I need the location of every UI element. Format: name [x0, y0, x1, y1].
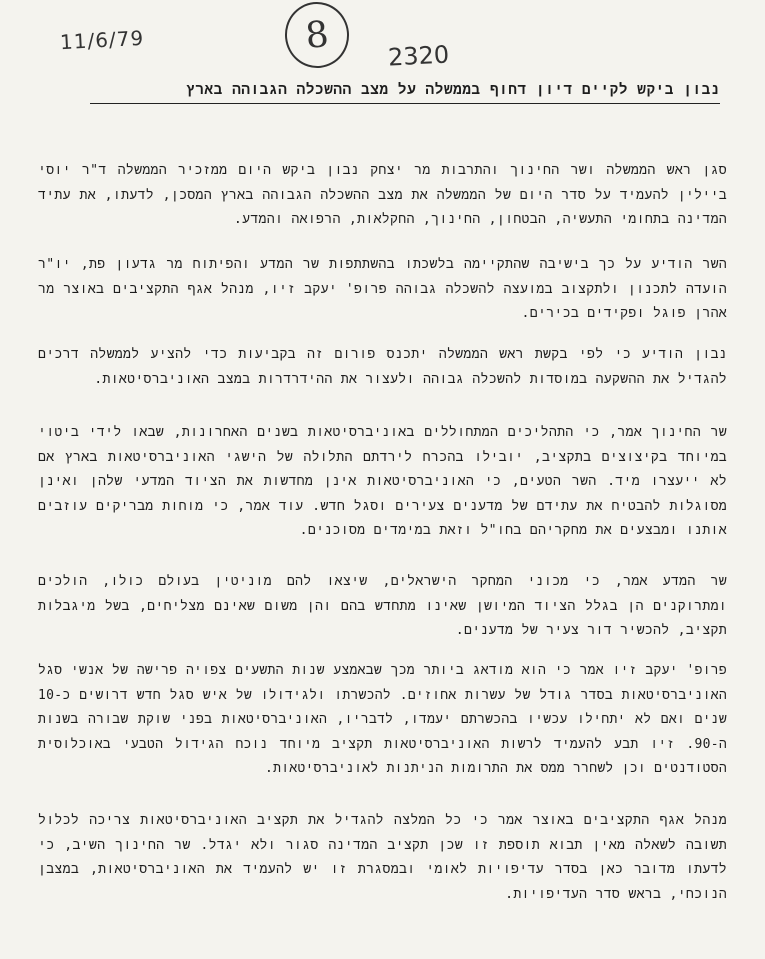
paragraph-meeting: השר הודיע על כך בישיבה שהתקיימה בלשכתו בהשתתפות שר המדע והפיתוח מר גדעון פת, יו"ר הועדה לתכנון ולתקצוב במועצה להשכלה גבוהה פרופ' יעקב זיו, מנהל אגף התקציבים באוצר מר אהרן פוגל ופקידים בכירים.	[38, 257, 727, 322]
paragraph-science-minister: שר המדע אמר, כי מכוני המחקר הישראלים, שיצאו להם מוניטין בעולם כולו, הולכים ומתרוקנים הן בגלל הציוד המיושן שאינו מתחדש בהם והן משום שאינם מצליחים, בשל מיגבלות תקציב, להכשיר דור צעיר של מדענים.	[38, 574, 727, 639]
handwritten-file-number: 2320	[387, 40, 450, 72]
circled-handwritten-mark	[282, 0, 353, 71]
paragraph-forum: נבון הודיע כי לפי בקשת ראש הממשלה יתכנס פורום זה בקביעות כדי להציע לממשלה דרכים להגדיל את ההשקעה במוסדות להשכלה גבוהה ולעצור את ההידרדרות במצב האוניברסיטאות.	[38, 347, 727, 387]
paragraph-prof-ziv: פרופ' יעקב זיו אמר כי הוא מודאג ביותר מכך שבאמצע שנות התשעים צפויה פרישה של אנשי סגל האוניברסיטאות בסדר גודל של עשרות אחוזים. להכשרתו ולגידולו של איש סגל חדש דרושים כ-10 שנים ואם לא יתחילו עכשיו בהכשרתם יעמדו, לדבריו, האוניברסיטאות בפני שוקת שבורה בשנות ה-90. זיו תבע להעמיד לרשות האוניברסיטאות תקציב מיוחד נוכח הגידול הטבעי באוכלוסית הסטודנטים וכן לשחרר ממס את התרומות הניתנות לאוניברסיטאות.	[38, 663, 727, 776]
paragraph-budget-director: מנהל אגף התקציבים באוצר אמר כי כל המלצה להגדיל את תקציב האוניברסיטאות צריכה לכלול תשובה לשאלה מאין תבוא תוספת זו שכן תקציב המדינה סגור ולא יגדל. שר החינוך השיב, כי לדעתו מדובר כאן בסדר עדיפויות לאומי ובמסגרת זו יש להעמיד את האוניברסיטאות, במצבן הנוכחי, בראש סדר העדיפויות.	[38, 813, 727, 902]
document-title: נבון ביקש לקיים דיון דחוף בממשלה על מצב ההשכלה הגבוהה בארץ	[90, 82, 720, 104]
paragraph-education-minister: שר החינוך אמר, כי התהליכים המתחוללים באוניברסיטאות בשנים האחרונות, שבאו לידי ביטוי במיוחד בקיצוצים בתקציב, יובילו בהכרח לירדתם התלולה של הישגי האוניברסיטאות בארץ אם לא ייעצרו מיד. השר הטעים, כי האוניברסיטאות אינן מחדשות את הציוד המדעי שלהן ואינן מסוגלות להבטיח את עתידם של מדענים צעירים וסגל חדש. עוד אמר, כי מוחות מבריקים עוזבים אותנו ומבצעים את מחקריהם בחו"ל וזאת במימדים מסוכנים.	[38, 425, 727, 539]
paragraph-intro: סגן ראש הממשלה ושר החינוך והתרבות מר יצחק נבון ביקש היום ממזכיר הממשלה ד"ר יוסי ביילין להעמיד על סדר היום של הממשלה את מצב ההשכלה הגבוהה בארץ המסכן, לדעתו, את עתיד המדינה בתחומי התעשיה, הבטחון, החינוך, החקלאות, הרפואה והמדע.	[38, 163, 727, 228]
handwritten-date: 11/6/79	[59, 25, 145, 55]
circled-mark-text: 8	[303, 13, 331, 57]
